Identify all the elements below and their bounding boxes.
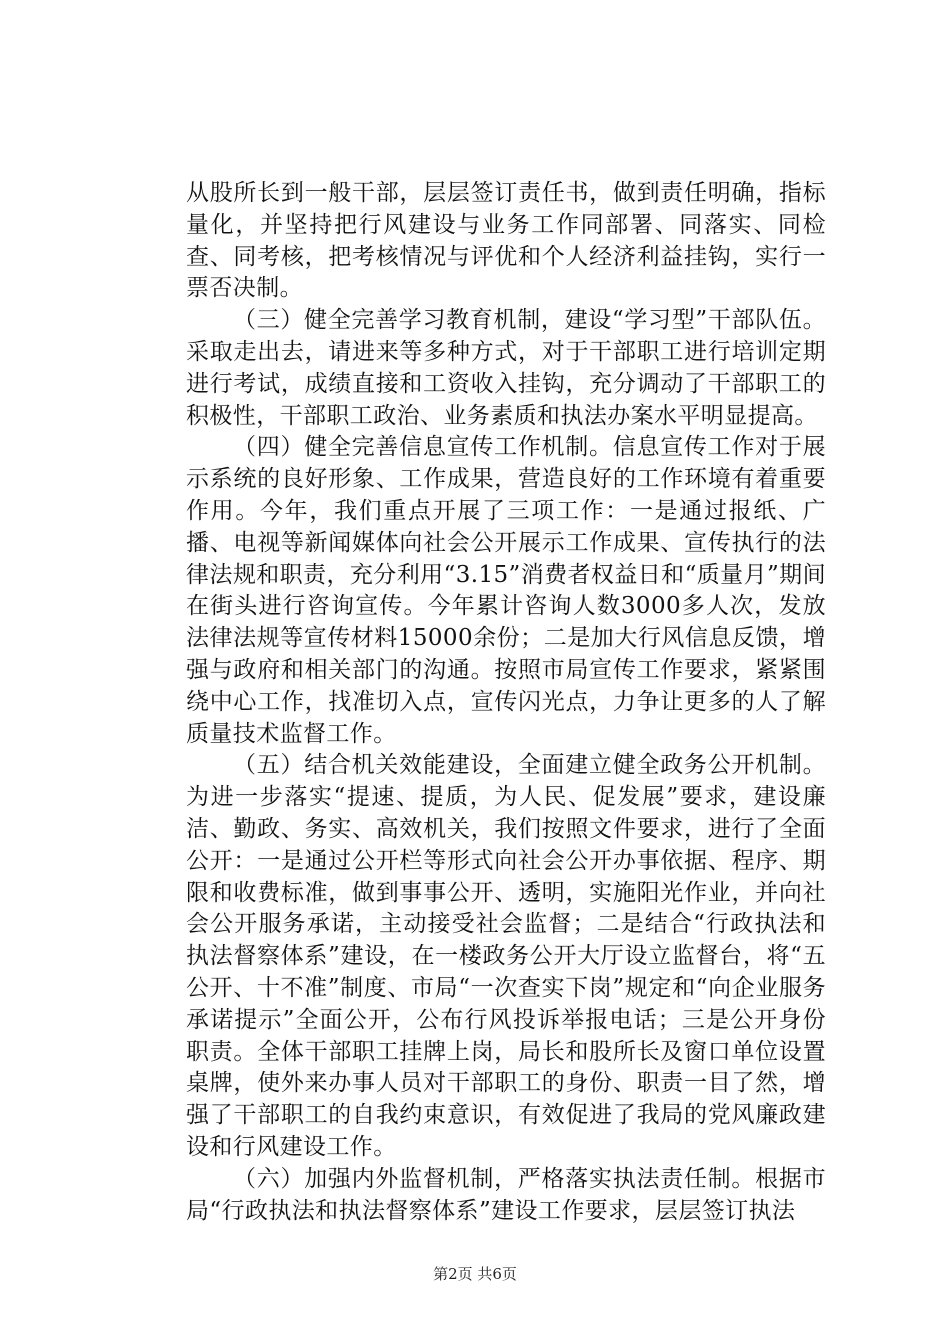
paragraph-section-6: （六）加强内外监督机制，严格落实执法责任制。根据市局“行政执法和执法督察体系”建设工作要求，层层签订执法 bbox=[186, 1165, 826, 1224]
paragraph-section-4: （四）健全完善信息宣传工作机制。信息宣传工作对于展示系统的良好形象、工作成果，营造良好的工作环境有着重要作用。今年，我们重点开展了三项工作：一是通过报纸、广播、电视等新闻媒体向社会公开展示工作成果、宣传执行的法律法规和职责，充分利用“3.15”消费者权益日和“质量月”期间在街头进行咨询宣传。今年累计咨询人数3000多人次，发放法律法规等宣传材料15000余份；二是加大行风信息反馈，增强与政府和相关部门的沟通。按照市局宣传工作要求，紧紧围绕中心工作，找准切入点，宣传闪光点，力争让更多的人了解质量技术监督工作。 bbox=[186, 434, 826, 747]
paragraph-continuation: 从股所长到一般干部，层层签订责任书，做到责任明确，指标量化，并坚持把行风建设与业务工作同部署、同落实、同检查、同考核，把考核情况与评优和个人经济利益挂钩，实行一票否决制。 bbox=[186, 180, 826, 302]
paragraph-section-5: （五）结合机关效能建设，全面建立健全政务公开机制。为进一步落实“提速、提质，为人民、促发展”要求，建设廉洁、勤政、务实、高效机关，我们按照文件要求，进行了全面公开：一是通过公开栏等形式向社会公开办事依据、程序、期限和收费标准，做到事事公开、透明，实施阳光作业，并向社会公开服务承诺，主动接受社会监督；二是结合“行政执法和执法督察体系”建设，在一楼政务公开大厅设立监督台，将“五公开、十不准”制度、市局“一次查实下岗”规定和“向企业服务承诺提示”全面公开，公布行风投诉举报电话；三是公开身份职责。全体干部职工挂牌上岗，局长和股所长及窗口单位设置桌牌，使外来办事人员对干部职工的身份、职责一目了然，增强了干部职工的自我约束意识，有效促进了我局的党风廉政建设和行风建设工作。 bbox=[186, 752, 826, 1160]
page-number-footer: 第2页 共6页 bbox=[433, 1265, 517, 1283]
paragraph-section-3: （三）健全完善学习教育机制，建设“学习型”干部队伍。采取走出去，请进来等多种方式，对于干部职工进行培训定期进行考试，成绩直接和工资收入挂钩，充分调动了干部职工的积极性，干部职工政治、业务素质和执法办案水平明显提高。 bbox=[186, 307, 826, 429]
document-body bbox=[186, 178, 826, 1227]
